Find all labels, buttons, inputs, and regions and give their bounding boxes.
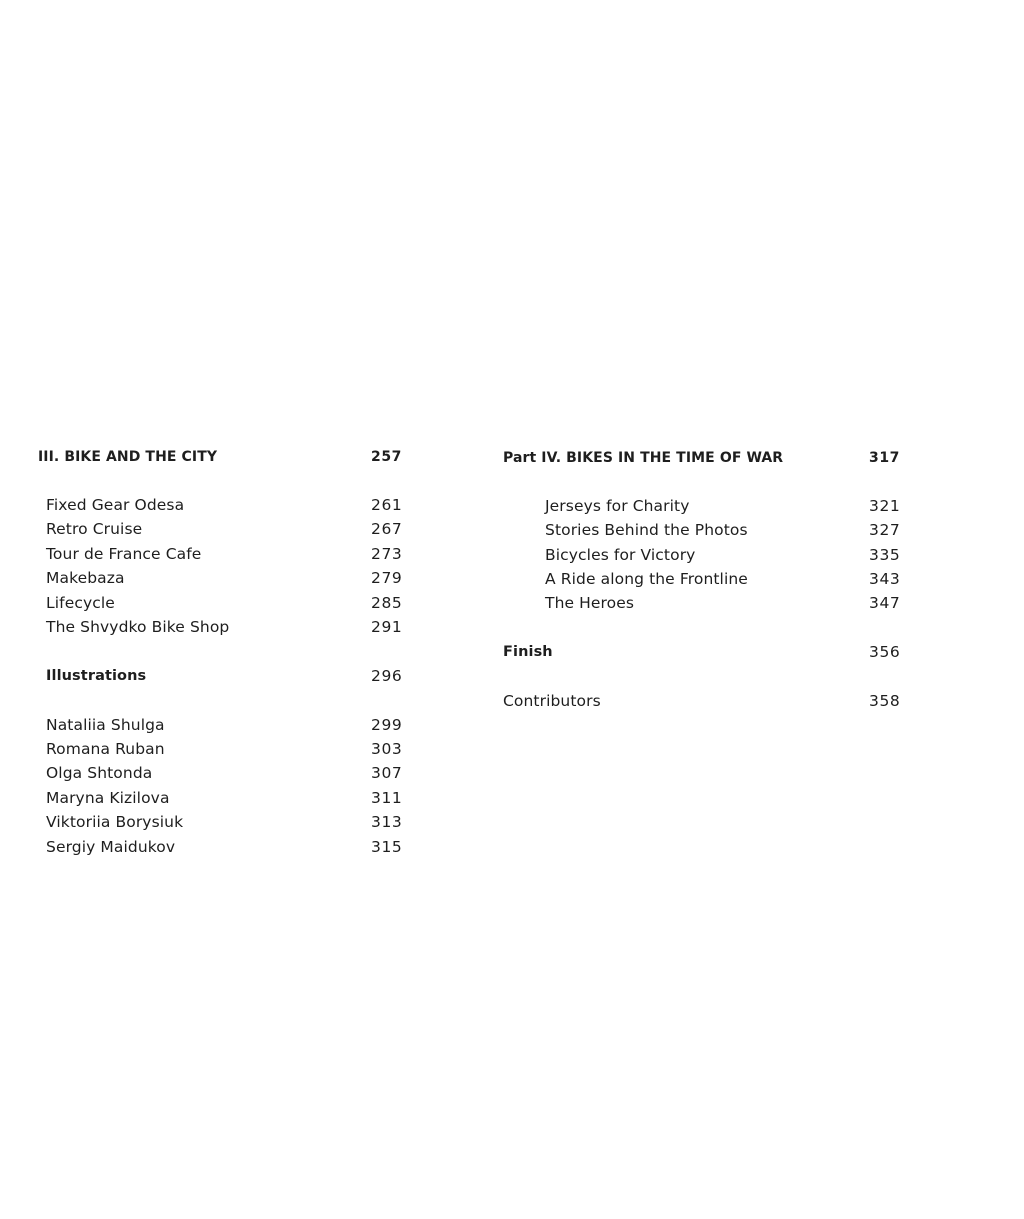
entry-page-number: 261: [371, 496, 403, 514]
entry-page-number: 267: [371, 520, 403, 538]
entry-title: Tour de France Cafe: [46, 545, 202, 563]
contributors-page-number: 358: [869, 692, 901, 710]
entry-page-number: 335: [869, 546, 901, 564]
toc-entry[interactable]: [0, 567, 1024, 591]
subsection-title: Illustrations: [46, 668, 147, 684]
entry-page-number: 315: [371, 838, 403, 856]
entry-page-number: 347: [869, 594, 901, 612]
toc-entry[interactable]: [0, 494, 1024, 518]
toc-contributors-heading[interactable]: [0, 689, 1024, 713]
entry-title: Nataliia Shulga: [46, 716, 165, 734]
subsection-page-number: 296: [371, 667, 403, 685]
entry-page-number: 279: [371, 569, 403, 587]
section-page-number: 257: [371, 449, 403, 465]
entry-title: Romana Ruban: [46, 740, 165, 758]
entry-page-number: 313: [371, 813, 403, 831]
entry-title: The Heroes: [545, 594, 635, 612]
entry-title: Maryna Kizilova: [46, 789, 170, 807]
toc-entry[interactable]: [0, 518, 1024, 542]
entry-page-number: 327: [869, 521, 901, 539]
entry-title: Fixed Gear Odesa: [46, 496, 185, 514]
entry-title: Jerseys for Charity: [545, 497, 690, 515]
section-page-number: 317: [869, 450, 901, 466]
entry-page-number: 291: [371, 618, 403, 636]
entry-page-number: 311: [371, 789, 403, 807]
entry-page-number: 303: [371, 740, 403, 758]
entry-page-number: 321: [869, 497, 901, 515]
finish-title: Finish: [503, 644, 553, 660]
finish-page-number: 356: [869, 643, 901, 661]
entry-title: The Shvydko Bike Shop: [46, 618, 230, 636]
toc-entry[interactable]: [0, 543, 1024, 567]
toc-section-heading[interactable]: [0, 446, 1024, 470]
toc-entry[interactable]: [0, 591, 1024, 615]
entry-page-number: 343: [869, 570, 901, 588]
entry-title: Lifecycle: [46, 594, 115, 612]
entry-title: Makebaza: [46, 569, 125, 587]
toc-finish-heading[interactable]: [0, 640, 1024, 664]
entry-title: A Ride along the Frontline: [545, 570, 748, 588]
contributors-title: Contributors: [503, 692, 601, 710]
entry-page-number: 285: [371, 594, 403, 612]
entry-title: Retro Cruise: [46, 520, 143, 538]
entry-title: Olga Shtonda: [46, 764, 153, 782]
entry-title: Stories Behind the Photos: [545, 521, 748, 539]
entry-page-number: 273: [371, 545, 403, 563]
entry-page-number: 299: [371, 716, 403, 734]
entry-page-number: 307: [371, 764, 403, 782]
entry-title: Bicycles for Victory: [545, 546, 696, 564]
section-title: Part IV. BIKES IN THE TIME OF WAR: [503, 450, 784, 466]
entry-title: Viktoriia Borysiuk: [46, 813, 184, 831]
entry-title: Sergiy Maidukov: [46, 838, 176, 856]
section-title: III. BIKE AND THE CITY: [38, 449, 218, 465]
